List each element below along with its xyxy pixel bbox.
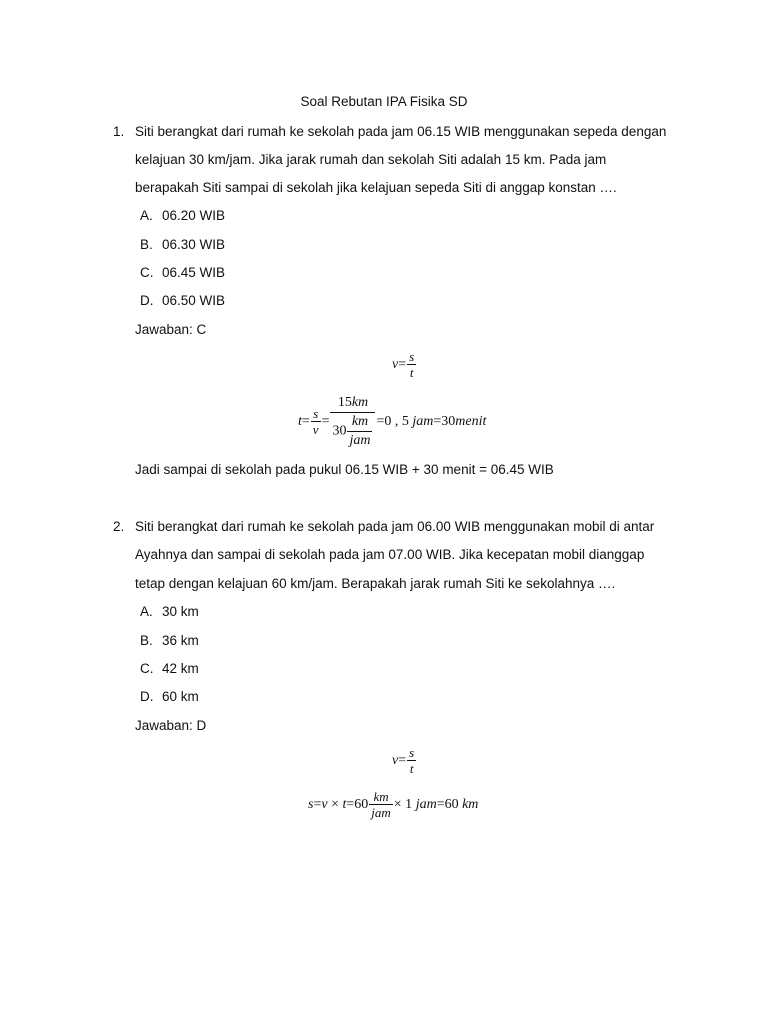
document-title: Soal Rebutan IPA Fisika SD — [300, 94, 468, 109]
option-letter: B. — [140, 633, 153, 648]
question-text-line: Siti berangkat dari rumah ke sekolah pada jam 06.00 WIB menggunakan mobil di antar — [135, 519, 655, 534]
formula-velocity: v= $\frac{s}{t}$ — [392, 349, 415, 380]
conclusion-text: Jadi sampai di sekolah pada pukul 06.15 WIB + 30 menit = 06.45 WIB — [135, 462, 554, 477]
question-number: 1. — [113, 124, 125, 139]
formula-velocity: v= $\frac{s}{t}$ — [392, 745, 415, 776]
question-text-line: Ayahnya dan sampai di sekolah pada jam 07.00 WIB. Jika kecepatan mobil dianggap — [135, 547, 645, 562]
question-text-line: Siti berangkat dari rumah ke sekolah pada jam 06.15 WIB menggunakan sepeda dengan — [135, 124, 667, 139]
option-letter: C. — [140, 265, 154, 280]
formula-time: t= $\frac{s}{v}$ = 15km 30 $\frac{km}{\text{jam}}$ =0 , 5 jam=30menit — [298, 395, 487, 448]
answer-label: Jawaban: D — [135, 718, 207, 733]
option-letter: B. — [140, 237, 153, 252]
question-text-line: tetap dengan kelajuan 60 km/jam. Berapakah jarak rumah Siti ke sekolahnya …. — [135, 576, 616, 591]
answer-label: Jawaban: C — [135, 322, 207, 337]
formula-distance: s=v × t=60 $\frac{km}{\text{jam}}$ × 1 jam=60 km — [308, 789, 479, 820]
option-text: 36 km — [162, 633, 199, 648]
option-letter: A. — [140, 604, 153, 619]
question-number: 2. — [113, 519, 125, 534]
option-letter: A. — [140, 208, 153, 223]
option-text: 06.50 WIB — [162, 293, 226, 308]
option-text: 42 km — [162, 661, 199, 676]
question-text-line: berapakah Siti sampai di sekolah jika kelajuan sepeda Siti di anggap konstan …. — [135, 180, 617, 195]
option-letter: C. — [140, 661, 154, 676]
question-text-line: kelajuan 30 km/jam. Jika jarak rumah dan sekolah Siti adalah 15 km. Pada jam — [135, 152, 607, 167]
option-letter: D. — [140, 689, 154, 704]
option-text: 06.20 WIB — [162, 208, 226, 223]
option-text: 60 km — [162, 689, 199, 704]
option-text: 30 km — [162, 604, 199, 619]
option-text: 06.45 WIB — [162, 265, 226, 280]
option-text: 06.30 WIB — [162, 237, 226, 252]
option-letter: D. — [140, 293, 154, 308]
